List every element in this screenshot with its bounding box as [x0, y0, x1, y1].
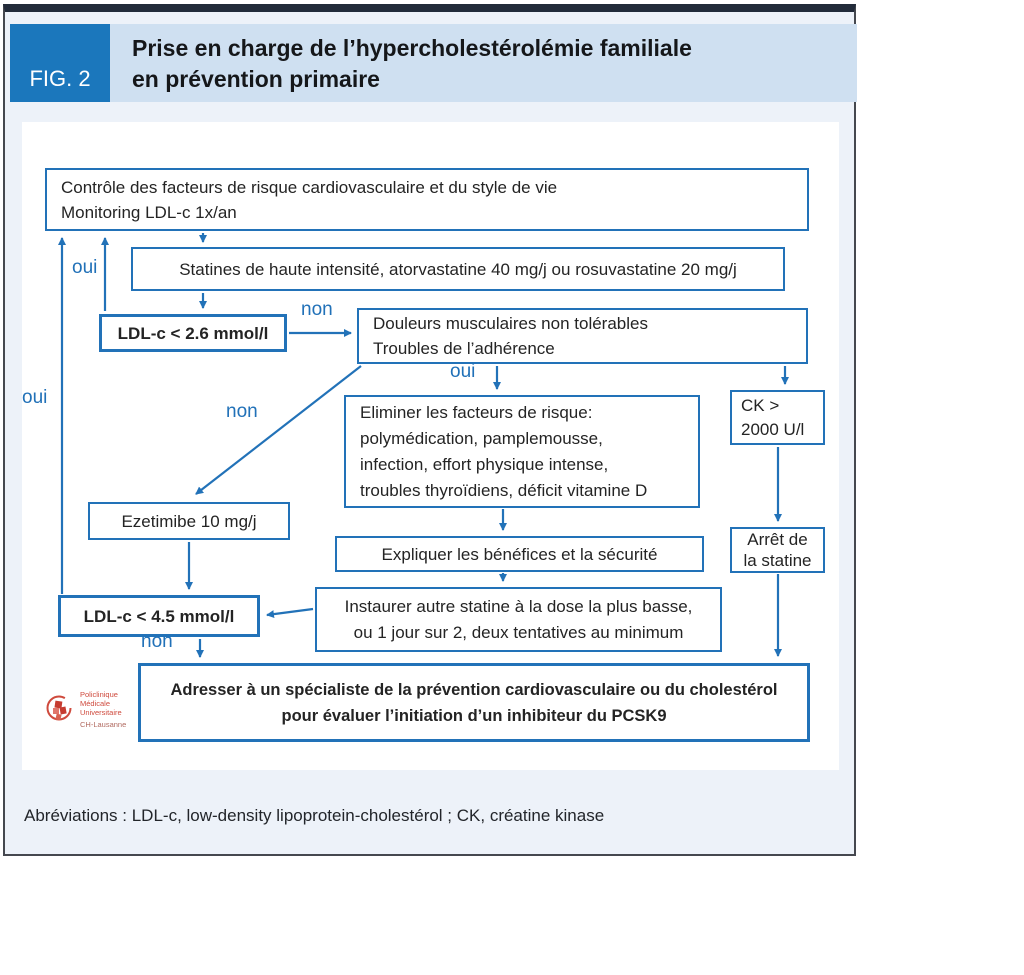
pmu-logo-line3: Universitaire — [80, 708, 122, 717]
flow-box-ldl-26: LDL-c < 2.6 mmol/l — [99, 314, 287, 352]
flow-box-instaurer: Instaurer autre statine à la dose la plus basse, ou 1 jour sur 2, deux tentatives au minimum — [315, 587, 722, 652]
pmu-logo-line2: Médicale — [80, 699, 111, 708]
flow-box-controle-line2: Monitoring LDL-c 1x/an — [61, 202, 237, 222]
label-non-ldl26: non — [301, 299, 333, 320]
flow-box-douleurs: Douleurs musculaires non tolérables Troubles de l’adhérence — [357, 308, 808, 364]
flow-box-eliminer: Eliminer les facteurs de risque: polymédication, pamplemousse, infection, effort physique intense, troubles thyroïdiens, déficit vitamine D — [344, 395, 700, 508]
abbreviations-note: Abréviations : LDL-c, low-density lipoprotein-cholestérol ; CK, créatine kinase — [24, 806, 605, 825]
label-non-douleurs: non — [226, 401, 258, 422]
flow-box-expliquer: Expliquer les bénéfices et la sécurité — [335, 536, 704, 572]
flow-box-statines: Statines de haute intensité, atorvastatine 40 mg/j ou rosuvastatine 20 mg/j — [131, 247, 785, 291]
flow-box-adresser-specialiste: Adresser à un spécialiste de la prévention cardiovasculaire ou du cholestérol pour évaluer l’initiation d’un inhibiteur du PCSK9 — [138, 663, 810, 742]
flow-box-controle-line1: Contrôle des facteurs de risque cardiovasculaire et du style de vie — [61, 177, 558, 197]
pmu-logo-line4: CH-Lausanne — [80, 720, 127, 729]
pmu-lausanne-logo — [44, 690, 126, 729]
figure-title — [110, 24, 857, 102]
flow-box-ezetimibe: Ezetimibe 10 mg/j — [88, 502, 290, 540]
label-oui-ldl26: oui — [72, 257, 98, 278]
label-oui-douleurs: oui — [450, 361, 476, 382]
figure-title-line2: en prévention primaire — [132, 66, 380, 92]
flow-box-ldl-45: LDL-c < 4.5 mmol/l — [58, 595, 260, 637]
label-non-ldl45: non — [141, 631, 173, 652]
figure-title-line1: Prise en charge de l’hypercholestérolémie familiale — [132, 35, 692, 61]
flow-box-ck: CK > 2000 U/l — [730, 390, 825, 445]
flow-box-controle — [45, 168, 809, 231]
pmu-logo-line1: Policlinique — [80, 690, 118, 699]
figure-tag: FIG. 2 — [10, 24, 110, 102]
label-oui-ldl45: oui — [22, 387, 48, 408]
flow-box-arret-statine: Arrêt de la statine — [730, 527, 825, 573]
pmu-logo-emblem — [44, 692, 76, 728]
